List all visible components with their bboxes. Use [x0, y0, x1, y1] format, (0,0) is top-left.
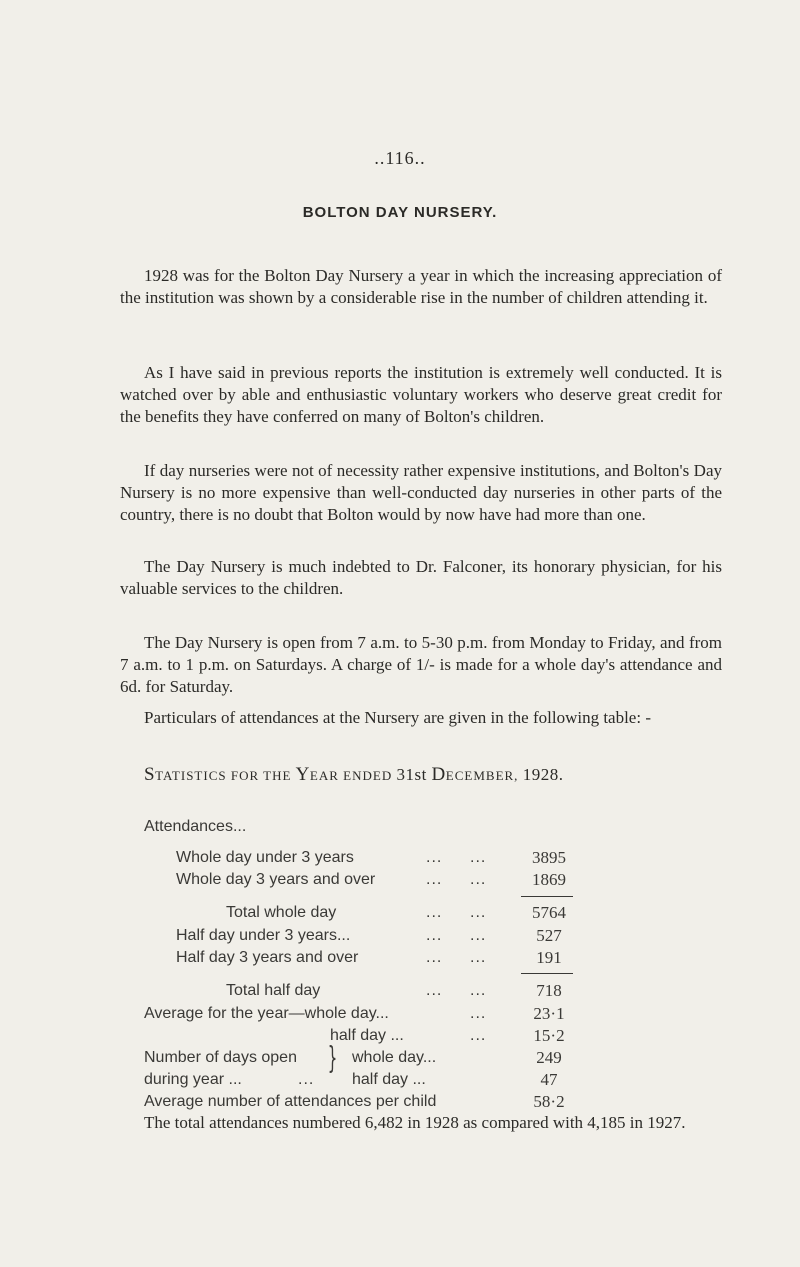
whole-under3-dots-2: ... [470, 849, 487, 866]
half-under3-dots-2: ... [470, 927, 487, 944]
days-whole-label: whole day... [352, 1049, 437, 1066]
avg-half-dots: ... [470, 1027, 487, 1044]
avg-per-child-label: Average number of attendances per child [144, 1093, 437, 1110]
half-under3-value: 527 [536, 926, 562, 945]
brace-icon: } [327, 1041, 338, 1076]
total-half-value: 718 [536, 981, 562, 1000]
whole-over3-value: 1869 [532, 870, 566, 889]
heading-year: 1928. [522, 765, 564, 784]
whole-over3-dots-1: ... [426, 871, 443, 888]
total-whole-value: 5764 [532, 903, 566, 922]
half-over3-value: 191 [536, 948, 562, 967]
paragraph-1-text: 1928 was for the Bolton Day Nursery a year in which the increasing appreciation of the institution was shown by a considerable rise in the number of children attending it. [120, 266, 722, 307]
paragraph-2-text: As I have said in previous reports the institution is extremely well conducted. It is watched over by able and enthusiastic voluntary workers who deserve great credit for the benefits they have conferred on many of Bolton's children. [120, 363, 722, 426]
days-open-label-1: Number of days open [144, 1049, 297, 1066]
closing-text: The total attendances numbered 6,482 in 1928 as compared with 4,185 in 1927. [144, 1113, 686, 1132]
paragraph-4 [120, 556, 722, 600]
avg-whole-dots: ... [470, 1005, 487, 1022]
paragraph-1 [120, 265, 722, 309]
half-over3-dots-2: ... [470, 949, 487, 966]
whole-under3-label: Whole day under 3 years [176, 849, 354, 866]
total-half-dots-2: ... [470, 982, 487, 999]
total-whole-label: Total whole day [226, 904, 337, 921]
heading-cap-y: Y [295, 764, 310, 785]
avg-half-label: half day ... [330, 1027, 404, 1044]
paragraph-6 [120, 707, 722, 729]
page-number: ..116.. [374, 148, 426, 168]
paragraph-5-text: The Day Nursery is open from 7 a.m. to 5-30 p.m. from Monday to Friday, and from 7 a.m. to 1 p.m. on Saturdays. A charge of 1/- is made for a whole day's attendance and 6d. for Saturday. [120, 633, 722, 696]
heading-cap-d: D [431, 764, 446, 785]
whole-over3-label: Whole day 3 years and over [176, 871, 376, 888]
avg-half-value: 15·2 [533, 1026, 565, 1045]
days-whole-value: 249 [536, 1048, 562, 1067]
avg-per-child-value: 58·2 [533, 1092, 565, 1111]
heading-date: 31st [396, 765, 432, 784]
subtotal-rule-1 [521, 896, 573, 897]
half-over3-dots-1: ... [426, 949, 443, 966]
statistics-heading [144, 764, 563, 786]
heading-part-1: TATISTICS FOR THE [155, 768, 296, 783]
paragraph-5 [120, 632, 722, 698]
half-over3-label: Half day 3 years and over [176, 949, 359, 966]
days-half-label: half day ... [352, 1071, 426, 1088]
total-whole-dots-2: ... [470, 904, 487, 921]
subtotal-rule-2 [521, 973, 573, 974]
whole-over3-dots-2: ... [470, 871, 487, 888]
whole-under3-value: 3895 [532, 848, 566, 867]
paragraph-3-text: If day nurseries were not of necessity rather expensive institutions, and Bolton's Day Nursery is no more expensive than well-conducted day nurseries in other parts of the country, there is no doubt that Bolton would by now have had more than one. [120, 461, 722, 524]
avg-whole-value: 23·1 [533, 1004, 565, 1023]
avg-whole-label: Average for the year—whole day... [144, 1005, 389, 1022]
total-half-dots-1: ... [426, 982, 443, 999]
days-open-dots: ... [298, 1071, 315, 1088]
heading-part-3: ECEMBER, [445, 768, 523, 783]
days-half-value: 47 [540, 1070, 558, 1089]
closing-paragraph [120, 1112, 722, 1134]
total-whole-dots-1: ... [426, 904, 443, 921]
days-open-label-2: during year ... [144, 1071, 242, 1088]
page-title: BOLTON DAY NURSERY. [302, 204, 498, 221]
paragraph-3 [120, 460, 722, 526]
attendances-label: Attendances... [144, 818, 247, 835]
half-under3-dots-1: ... [426, 927, 443, 944]
heading-part-2: EAR ENDED [309, 768, 397, 783]
paragraph-4-text: The Day Nursery is much indebted to Dr. Falconer, its honorary physician, for his valuable services to the children. [120, 557, 722, 598]
whole-under3-dots-1: ... [426, 849, 443, 866]
paragraph-6-text: Particulars of attendances at the Nursery are given in the following table: - [144, 708, 651, 727]
half-under3-label: Half day under 3 years... [176, 927, 351, 944]
heading-cap-s: S [144, 764, 156, 785]
paragraph-2 [120, 362, 722, 428]
total-half-label: Total half day [226, 982, 321, 999]
